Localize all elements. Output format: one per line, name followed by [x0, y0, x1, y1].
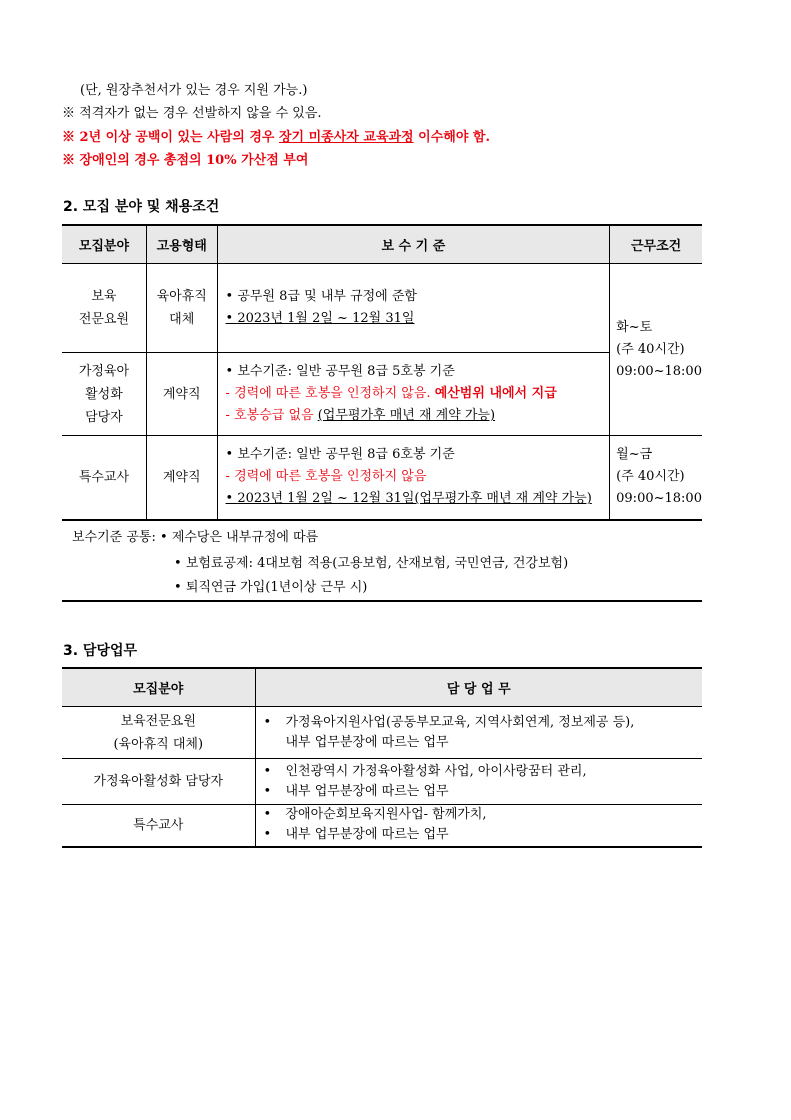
row1-pay-item2: • 2023년 1월 2일 ~ 12월 31일	[226, 308, 610, 330]
row2-pay-item2	[226, 383, 610, 405]
recruitment-table	[62, 224, 702, 521]
pay-common-item2: 보험료공제: 4대보험 적용(고용보험, 산재보험, 국민연금, 건강보험)	[185, 556, 569, 571]
pay-common-item3: 퇴직연금 가입(1년이상 근무 시)	[185, 580, 368, 595]
row2-type-line1: 계약직	[162, 386, 201, 402]
pay-common-item2-wrap: • 보험료공제: 4대보험 적용(고용보험, 산재보험, 국민연금, 건강보험)	[174, 556, 569, 571]
work1-days: 화~토	[616, 319, 653, 335]
row2-field-line2: 활성화	[85, 386, 123, 402]
row3-pay-item3: • 2023년 1월 2일 ~ 12월 31일(업무평가후 매년 재 계약 가능)	[226, 488, 610, 510]
row1-field-line1: 보육	[91, 289, 117, 304]
table-row	[62, 353, 702, 436]
duty-row3-item1-text: 장애아순회보육지원사업- 함께가치,	[285, 807, 487, 823]
recruitment-table-header	[62, 225, 702, 264]
th-work: 근무조건	[610, 225, 702, 264]
row1-pay-item1: • 공무원 8급 및 내부 규정에 준함	[226, 286, 610, 308]
duty-row1-field-line1: 보육전문요원	[120, 713, 196, 729]
work2-hours: (주 40시간)	[616, 469, 685, 485]
row3-pay	[217, 436, 610, 520]
row1-type-line2: 대체	[169, 312, 195, 327]
row2-pay-item2-text: - 경력에 따른 호봉을 인정하지 않음.	[226, 386, 435, 401]
work1-time: 09:00~18:00	[616, 363, 702, 379]
row3-type-line1: 계약직	[162, 469, 201, 485]
th-duty-field: 모집분야	[62, 668, 255, 707]
duty-row1-item2-text: 내부 업무분장에 따르는 업무	[285, 734, 449, 750]
row3-field	[62, 436, 146, 520]
row3-field-line1: 특수교사	[78, 469, 130, 485]
duty-row1-item2	[264, 733, 703, 753]
duty-row3-item2-text: 내부 업무분장에 따르는 업무	[285, 827, 449, 843]
duty-row3-field-line1: 특수교사	[133, 817, 184, 833]
row2-field-line3: 담당자	[85, 409, 123, 425]
work1-hours: (주 40시간)	[616, 341, 685, 357]
duty-row3-item1: • 장애아순회보육지원사업- 함께가치,	[263, 807, 487, 823]
table-row	[62, 436, 702, 520]
duties-table-header	[62, 668, 702, 707]
row2-field	[62, 353, 146, 436]
table-row	[62, 264, 702, 353]
duty-row3-item2: • 내부 업무분장에 따르는 업무	[263, 827, 449, 843]
duty-row2-field	[62, 759, 255, 805]
section3-title: 3. 담당업무	[63, 643, 138, 659]
duty-row2-field-line1: 가정육아활성화 담당자	[93, 774, 224, 789]
row1-pay	[217, 264, 610, 353]
work-conditions-1	[610, 264, 702, 436]
duty-row2-item1-text: 인천광역시 가정육아활성화 사업, 아이사랑꿈터 관리,	[285, 763, 587, 779]
note-career-gap-post: 이수해야 함.	[413, 130, 490, 145]
row3-type	[146, 436, 217, 520]
row2-type	[146, 353, 217, 436]
th-pay: 보 수 기 준	[217, 225, 610, 264]
row2-pay-item2-budget: 예산범위 내에서 지급	[434, 386, 557, 401]
duties-table	[62, 667, 702, 848]
row2-pay	[217, 353, 610, 436]
row2-pay-item3	[226, 405, 610, 427]
duty-row1-field	[62, 707, 255, 759]
row1-type	[146, 264, 217, 353]
row2-field-line1: 가정육아	[78, 363, 130, 379]
duty-row2-item2-text: 내부 업무분장에 따르는 업무	[285, 783, 449, 799]
th-type: 고용형태	[146, 225, 217, 264]
section2-title: 2. 모집 분야 및 채용조건	[63, 199, 220, 215]
th-duty: 담 당 업 무	[255, 668, 702, 707]
work-conditions-2	[610, 436, 702, 520]
row1-field-line2: 전문요원	[78, 312, 130, 327]
duty-row3-duties	[255, 805, 702, 847]
row2-pay-item3-note: (업무평가후 매년 재 계약 가능)	[317, 408, 496, 423]
row2-pay-item3-text: - 호봉승급 없음	[226, 408, 318, 423]
note-no-qualified: ※ 적격자가 없는 경우 선발하지 않을 수 있음.	[62, 106, 322, 121]
pay-common-item1: 제수당은 내부규정에 따름	[171, 530, 319, 545]
note-career-gap	[62, 126, 490, 145]
pay-common-notes	[62, 520, 702, 602]
duty-row1-duties	[255, 707, 702, 759]
duty-row2-duties	[255, 759, 702, 805]
common-bullet-1: •	[160, 530, 172, 545]
pay-common-item3-wrap: • 퇴직연금 가입(1년이상 근무 시)	[174, 580, 368, 595]
duty-row1-field-line2: (육아휴직 대체)	[113, 736, 204, 752]
pay-common-label	[72, 526, 318, 545]
duty-row3-field	[62, 805, 255, 847]
pay-common-label-text: 보수기준 공통:	[72, 530, 160, 545]
work2-days: 월~금	[616, 447, 653, 463]
table-row	[62, 759, 702, 805]
row1-type-line1: 육아휴직	[156, 289, 207, 304]
th-field: 모집분야	[62, 225, 146, 264]
note-disability-bonus: ※ 장애인의 경우 총점의 10% 가산점 부여	[62, 153, 309, 168]
note-career-gap-pre: ※ 2년 이상 공백이 있는 사람의 경우	[62, 130, 279, 145]
duty-row1-item1: • 가정육아지원사업(공동부모교육, 지역사회연계, 정보제공 등),	[263, 714, 635, 730]
row1-field	[62, 264, 146, 353]
duty-row1-item1-text: 가정육아지원사업(공동부모교육, 지역사회연계, 정보제공 등),	[285, 714, 635, 730]
row3-pay-item1: • 보수기준: 일반 공무원 8급 6호봉 기준	[226, 444, 610, 466]
note-career-gap-course: 장기 미종사자 교육과정	[278, 130, 414, 145]
duty-row2-item2: • 내부 업무분장에 따르는 업무	[263, 783, 449, 799]
work2-time: 09:00~18:00	[616, 491, 702, 507]
note-director-recommendation: (단, 원장추천서가 있는 경우 지원 가능.)	[80, 83, 308, 98]
duty-row2-item1: • 인천광역시 가정육아활성화 사업, 아이사랑꿈터 관리,	[263, 763, 587, 779]
table-row	[62, 707, 702, 759]
table-row	[62, 805, 702, 847]
row3-pay-item2: - 경력에 따른 호봉을 인정하지 않음	[226, 466, 610, 488]
row2-pay-item1: • 보수기준: 일반 공무원 8급 5호봉 기준	[226, 361, 610, 383]
